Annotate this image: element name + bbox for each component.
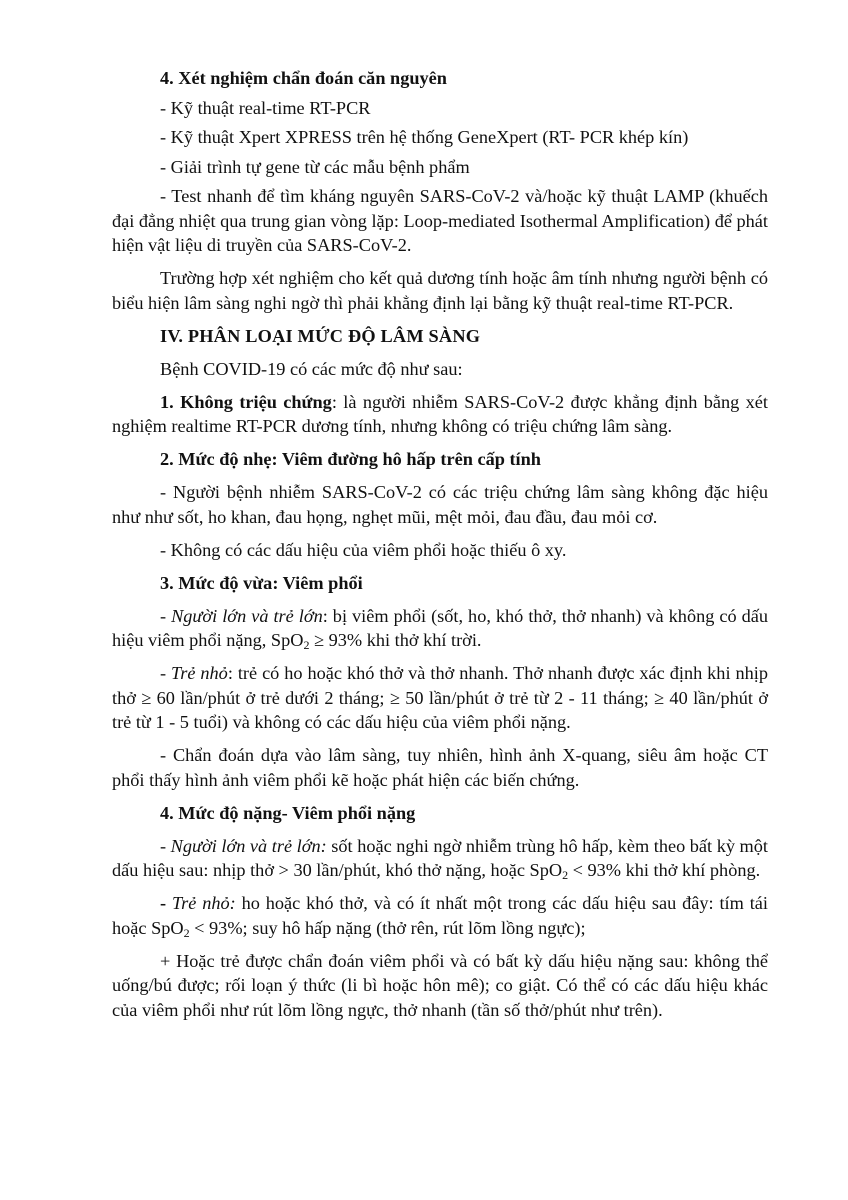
level-4-title: 4. Mức độ nặng- Viêm phổi nặng bbox=[160, 802, 416, 823]
level-1-text: : là người nhiễm SARS-CoV-2 được khẳng định bằng xét nghiệm realtime RT-PCR dương tính, nhưng không có triệu chứng lâm sàng. bbox=[112, 391, 768, 436]
list-item: - Test nhanh để tìm kháng nguyên SARS-CoV-2 và/hoặc kỹ thuật LAMP (khuếch đại đẳng nhiệt qua trung gian vòng lặp: Loop-mediated Isothermal Amplification) để phát hiện vật liệu di truyền của SARS-CoV-2. bbox=[112, 186, 768, 255]
paragraph-text: sốt hoặc nghi ngờ nhiễm trùng hô hấp, kèm theo bất kỳ một dấu hiệu sau: nhịp thở > 30 lần/phút, khó thở nặng, hoặc SpO bbox=[112, 835, 768, 880]
level-1-paragraph bbox=[112, 390, 768, 439]
level-4-adults-paragraph bbox=[112, 834, 768, 883]
paragraph-text: < 93%; suy hô hấp nặng (thở rên, rút lõm lồng ngực); bbox=[189, 917, 586, 938]
list-item: - Giải trình tự gene từ các mẫu bệnh phẩm bbox=[160, 156, 470, 177]
paragraph-text: ho hoặc khó thở, và có ít nhất một trong các dấu hiệu sau đây: tím tái hoặc SpO bbox=[112, 893, 768, 938]
section-title: IV. PHÂN LOẠI MỨC ĐỘ LÂM SÀNG bbox=[160, 325, 481, 346]
level-4-children-paragraph bbox=[112, 891, 768, 940]
level-3-adults-paragraph bbox=[112, 604, 768, 653]
level-1-title: 1. Không triệu chứng bbox=[160, 391, 332, 412]
level-4-additional-paragraph: + Hoặc trẻ được chẩn đoán viêm phổi và có bất kỳ dấu hiệu nặng sau: không thể uống/bú được; rối loạn ý thức (li bì hoặc hôn mê); co giật. Có thể có các dấu hiệu khác của viêm phổi như rút lõm lồng ngực, thở nhanh (tần số thở/phút như trên). bbox=[112, 950, 768, 1020]
paragraph-text: < 93% khi thở khí phòng. bbox=[568, 860, 761, 880]
paragraph-text: ≥ 93% khi thở khí trời. bbox=[309, 630, 482, 650]
level-3-children-paragraph bbox=[112, 661, 768, 735]
paragraph-text: : trẻ có ho hoặc khó thở và thở nhanh. Thở nhanh được xác định khi nhịp thở ≥ 60 lần/phút ở trẻ dưới 2 tháng; ≥ 50 lần/phút ở trẻ từ 2 - 11 tháng; ≥ 40 lần/phút ở trẻ từ 1 - 5 tuổi) và không có các dấu hiệu của viêm phổi nặng. bbox=[112, 663, 768, 732]
emphasis-label: Trẻ nhỏ: bbox=[171, 893, 236, 913]
level-3-title: 3. Mức độ vừa: Viêm phổi bbox=[160, 572, 363, 593]
level-2-title: 2. Mức độ nhẹ: Viêm đường hô hấp trên cấp tính bbox=[160, 449, 541, 469]
subscript: 2 bbox=[562, 868, 569, 882]
subscript: 2 bbox=[303, 638, 310, 652]
emphasis-label: Người lớn và trẻ lớn bbox=[171, 605, 323, 626]
level-2-paragraph: - Người bệnh nhiễm SARS-CoV-2 có các triệu chứng lâm sàng không đặc hiệu như như sốt, ho khan, đau họng, nghẹt mũi, mệt mỏi, đau đầu, đau mỏi cơ. bbox=[112, 482, 768, 527]
section-intro: Bệnh COVID-19 có các mức độ như sau: bbox=[160, 358, 463, 379]
dash: - bbox=[160, 605, 172, 626]
dash: - bbox=[160, 893, 172, 913]
level-3-diagnosis-paragraph: - Chẩn đoán dựa vào lâm sàng, tuy nhiên, hình ảnh X-quang, siêu âm hoặc CT phổi thấy hình ảnh viêm phổi kẽ hoặc phát hiện các biến chứng. bbox=[112, 745, 768, 790]
dash: - bbox=[160, 835, 171, 856]
list-item: - Kỹ thuật real-time RT-PCR bbox=[160, 97, 371, 118]
emphasis-label: Trẻ nhỏ bbox=[171, 663, 228, 683]
level-2-paragraph: - Không có các dấu hiệu của viêm phổi hoặc thiếu ô xy. bbox=[160, 539, 567, 560]
diagnostic-note: Trường hợp xét nghiệm cho kết quả dương tính hoặc âm tính nhưng người bệnh có biểu hiện lâm sàng nghi ngờ thì phải khẳng định lại bằng kỹ thuật real-time RT-PCR. bbox=[112, 268, 768, 313]
subscript: 2 bbox=[183, 925, 190, 940]
heading-diagnostic-tests: 4. Xét nghiệm chẩn đoán căn nguyên bbox=[160, 68, 447, 88]
document-page bbox=[112, 66, 768, 1031]
emphasis-label: Người lớn và trẻ lớn: bbox=[170, 835, 327, 856]
dash: - bbox=[160, 663, 172, 683]
paragraph-text: : bị viêm phổi (sốt, ho, khó thở, thở nhanh) và không có dấu hiệu viêm phổi nặng, SpO bbox=[112, 605, 769, 650]
list-item: - Kỹ thuật Xpert XPRESS trên hệ thống GeneXpert (RT- PCR khép kín) bbox=[160, 127, 689, 147]
